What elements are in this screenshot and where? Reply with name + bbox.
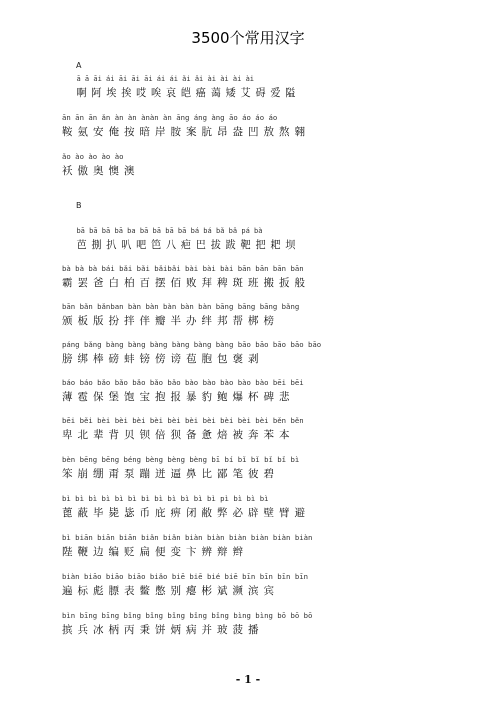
pinyin-line: bì bì bì bì bì bì bì bì bì bì bì bì pì bì bì bì <box>62 494 269 503</box>
hanzi-line: 鞍氨安俺按暗岸胺案肮昂盎凹敖熬翱 <box>62 126 310 138</box>
hanzi-line: 霸罢爸白柏百摆佰败拜稗斑班搬扳般 <box>62 277 310 289</box>
pinyin-line: páng bǎng bàng bàng bàng bàng bàng bàng bāo bāo bāo bāo bāo <box>62 340 322 349</box>
pinyin-line: ān ān ān ǎn àn àn ànàn àn āng áng àng āo áo áo áo <box>62 113 278 122</box>
char-row <box>62 416 462 442</box>
pinyin-line: bì biān biān biān biǎn biǎn biàn biàn biàn biàn biàn biàn <box>62 533 313 542</box>
char-row <box>62 74 462 100</box>
char-row <box>62 264 462 290</box>
char-row <box>62 611 462 637</box>
pinyin-line: bà bà bà bái bǎi bǎi bǎibǎi bài bài bài bān bān bān bān <box>62 264 304 273</box>
pinyin-line: biàn biāo biāo biāo biǎo biē biē bié biē bīn bīn bīn bīn <box>62 572 309 581</box>
hanzi-line: 膀绑棒磅蚌镑傍谤苞胞包褒剥 <box>62 353 264 365</box>
hanzi-line: 芭捌扒叭吧笆八疤巴拔跋靶把耙坝 <box>76 239 301 251</box>
hanzi-line: 颁板版扮拌伴瓣半办绊邦帮梆榜 <box>62 315 279 327</box>
hanzi-line: 蓖蔽毕毙毖币庇痹闭敝弊必辟壁臂避 <box>62 507 310 519</box>
pinyin-line: báo báo bǎo bǎo bǎo bǎo bǎo bào bào bào bào bào bēi bēi <box>62 378 304 387</box>
pinyin-line: bèn bēng bēng béng bèng bèng bèng bī bí bǐ bǐ bǐ bǐ bì <box>62 455 300 464</box>
section-label-b: B <box>76 201 82 210</box>
hanzi-line: 卑北辈背贝钡倍狈备惫焙被奔苯本 <box>62 429 295 441</box>
page-number: - 1 - <box>235 673 261 686</box>
pinyin-line: bēi běi bèi bèi bèi bèi bèi bèi bèi bèi bèi bèi běn běn <box>62 416 304 425</box>
char-row <box>62 572 462 598</box>
pinyin-line: bìn bīng bīng bǐng bǐng bǐng bǐng bǐng bìng bìng bō bō bō <box>62 611 313 620</box>
hanzi-line: 陛鞭边编贬扁便变卞辨辩辫 <box>62 546 248 558</box>
hanzi-line: 袄傲奥懊澳 <box>62 165 140 177</box>
page-title: 3500个常用汉字 <box>191 29 305 47</box>
char-row <box>62 378 462 404</box>
pinyin-line: bā bā bā bā ba bā bā bā bā bá bá bǎ bǎ pá bà <box>76 226 263 235</box>
char-row <box>62 494 462 520</box>
char-row <box>62 340 462 366</box>
char-row <box>62 533 462 559</box>
hanzi-line: 薄雹保堡饱宝抱报暴豹鲍爆杯碑悲 <box>62 391 295 403</box>
char-row <box>62 455 462 481</box>
pinyin-line: bān bǎn bǎnban bàn bàn bàn bàn bàn bāng bāng bāng bǎng <box>62 302 300 311</box>
pinyin-line: ā ā āi ái āi āi āi ái ái ǎi ǎi ài ài ài ài <box>76 74 255 83</box>
char-row <box>62 152 462 178</box>
pinyin-line: ǎo ào ào ào ào <box>62 152 124 161</box>
hanzi-line: 笨崩绷甭泵蹦迸逼鼻比鄙笔彼碧 <box>62 468 279 480</box>
char-row <box>62 302 462 328</box>
hanzi-line: 摈兵冰柄丙秉饼炳病并玻菠播 <box>62 624 264 636</box>
hanzi-line: 遍标彪膘表鳖憋别瘪彬斌濒滨宾 <box>62 585 279 597</box>
section-label-a: A <box>76 61 82 70</box>
char-row <box>62 113 462 139</box>
char-row <box>62 226 462 252</box>
hanzi-line: 啊阿埃挨哎唉哀皑癌蔼矮艾碍爱隘 <box>76 87 301 99</box>
